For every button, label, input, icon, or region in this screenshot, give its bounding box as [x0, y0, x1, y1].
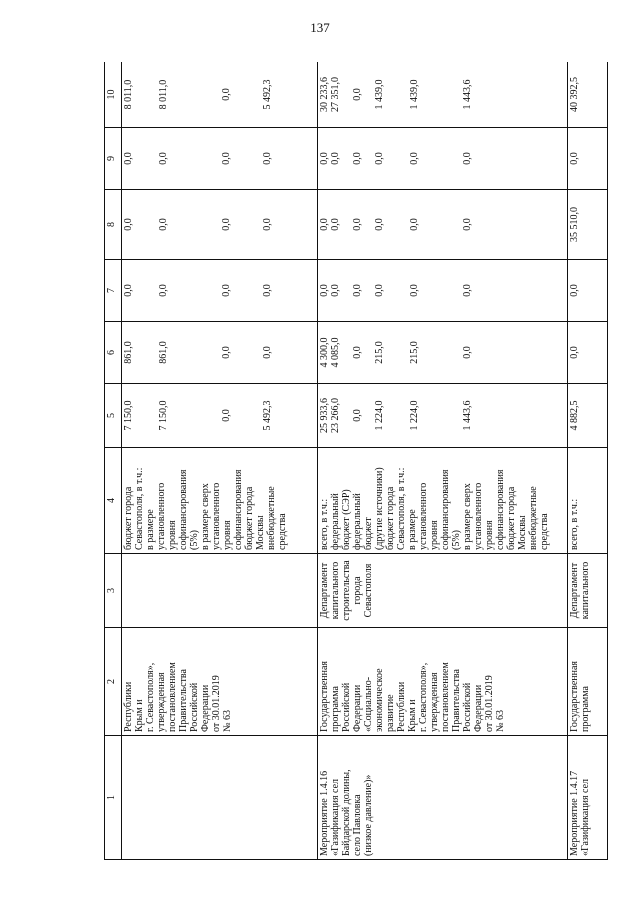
- value-cell: 0,0 0,0 0,0 0,0 0,0 0,0: [318, 190, 568, 260]
- executor-cell: Департамент капитального строительства города Севастополя: [318, 554, 568, 628]
- value-cell: 0,0 0,0 0,0 0,0 0,0 0,0: [318, 128, 568, 190]
- header-cell: 8: [105, 190, 122, 260]
- measure-cell: Мероприятие 1.4.17 «Газификация сел: [568, 736, 608, 860]
- header-row: [105, 62, 122, 860]
- value-cell: 30 233,6 27 351,0 0,0 1 439,0 1 439,0 1 443,6: [318, 62, 568, 128]
- executor-cell: Департамент капитального: [568, 554, 608, 628]
- program-cell: Государственная программа Российской Федерации «Социально- экономическое развитие Республики Крым и г. Севастополя», утвержденная постановлением Правительства Российской Федерации от 30.01.2019 № 63: [318, 628, 568, 736]
- value-cell: 35 510,0: [568, 190, 608, 260]
- table-container: [104, 62, 616, 860]
- value-cell: 4 300,0 4 085,0 0,0 215,0 215,0 0,0: [318, 322, 568, 384]
- header-cell: 7: [105, 260, 122, 322]
- measure-cell: Мероприятие 1.4.16 «Газификация сел Байдарской долины, село Павловка (низкое давление)»: [318, 736, 568, 860]
- executor-cell: [122, 554, 318, 628]
- source-cell: всего, в т.ч.:: [568, 448, 608, 554]
- value-cell: 861,0 861,0 0,0 0,0: [122, 322, 318, 384]
- value-cell: 8 011,0 8 011,0 0,0 5 492,3: [122, 62, 318, 128]
- value-cell: 0,0 0,0 0,0 0,0: [122, 260, 318, 322]
- value-cell: 0,0 0,0 0,0 0,0: [122, 128, 318, 190]
- value-cell: 25 933,6 23 266,0 0,0 1 224,0 1 224,0 1 443,6: [318, 384, 568, 448]
- header-cell: 2: [105, 628, 122, 736]
- table-row: [122, 62, 318, 860]
- rotated-sheet: [104, 62, 616, 860]
- program-cell: Республики Крым и г. Севастополя», утвержденная постановлением Правительства Российской Федерации от 30.01.2019 № 63: [122, 628, 318, 736]
- header-cell: 5: [105, 384, 122, 448]
- program-table: [104, 62, 608, 860]
- program-cell: Государственная программа: [568, 628, 608, 736]
- value-cell: 40 392,5: [568, 62, 608, 128]
- table-row: [568, 62, 608, 860]
- header-cell: 6: [105, 322, 122, 384]
- header-cell: 1: [105, 736, 122, 860]
- value-cell: 7 150,0 7 150,0 0,0 5 492,3: [122, 384, 318, 448]
- value-cell: 0,0: [568, 322, 608, 384]
- value-cell: 0,0: [568, 128, 608, 190]
- page-number: 137: [310, 20, 330, 35]
- header-cell: 3: [105, 554, 122, 628]
- header-cell: 10: [105, 62, 122, 128]
- header-cell: 9: [105, 128, 122, 190]
- header-cell: 4: [105, 448, 122, 554]
- value-cell: 0,0 0,0 0,0 0,0 0,0 0,0: [318, 260, 568, 322]
- table-row: [318, 62, 568, 860]
- source-cell: бюджет города Севастополя, в т.ч.: в размере установленного уровня софинансирования (5%) в размере сверх установленного уровня софинансирования бюджет города Москвы внебюджетные средства: [122, 448, 318, 554]
- source-cell: всего, в т.ч.: федеральный бюджет (СЭР) федеральный бюджет (другие источники) бюджет города Севастополя, в т.ч.: в размере установленного уровня софинансирования (5%) в размере сверх установленного уровня софинансирования бюджет города Москвы внебюджетные средства: [318, 448, 568, 554]
- value-cell: 0,0 0,0 0,0 0,0: [122, 190, 318, 260]
- value-cell: 0,0: [568, 260, 608, 322]
- measure-cell: [122, 736, 318, 860]
- value-cell: 4 882,5: [568, 384, 608, 448]
